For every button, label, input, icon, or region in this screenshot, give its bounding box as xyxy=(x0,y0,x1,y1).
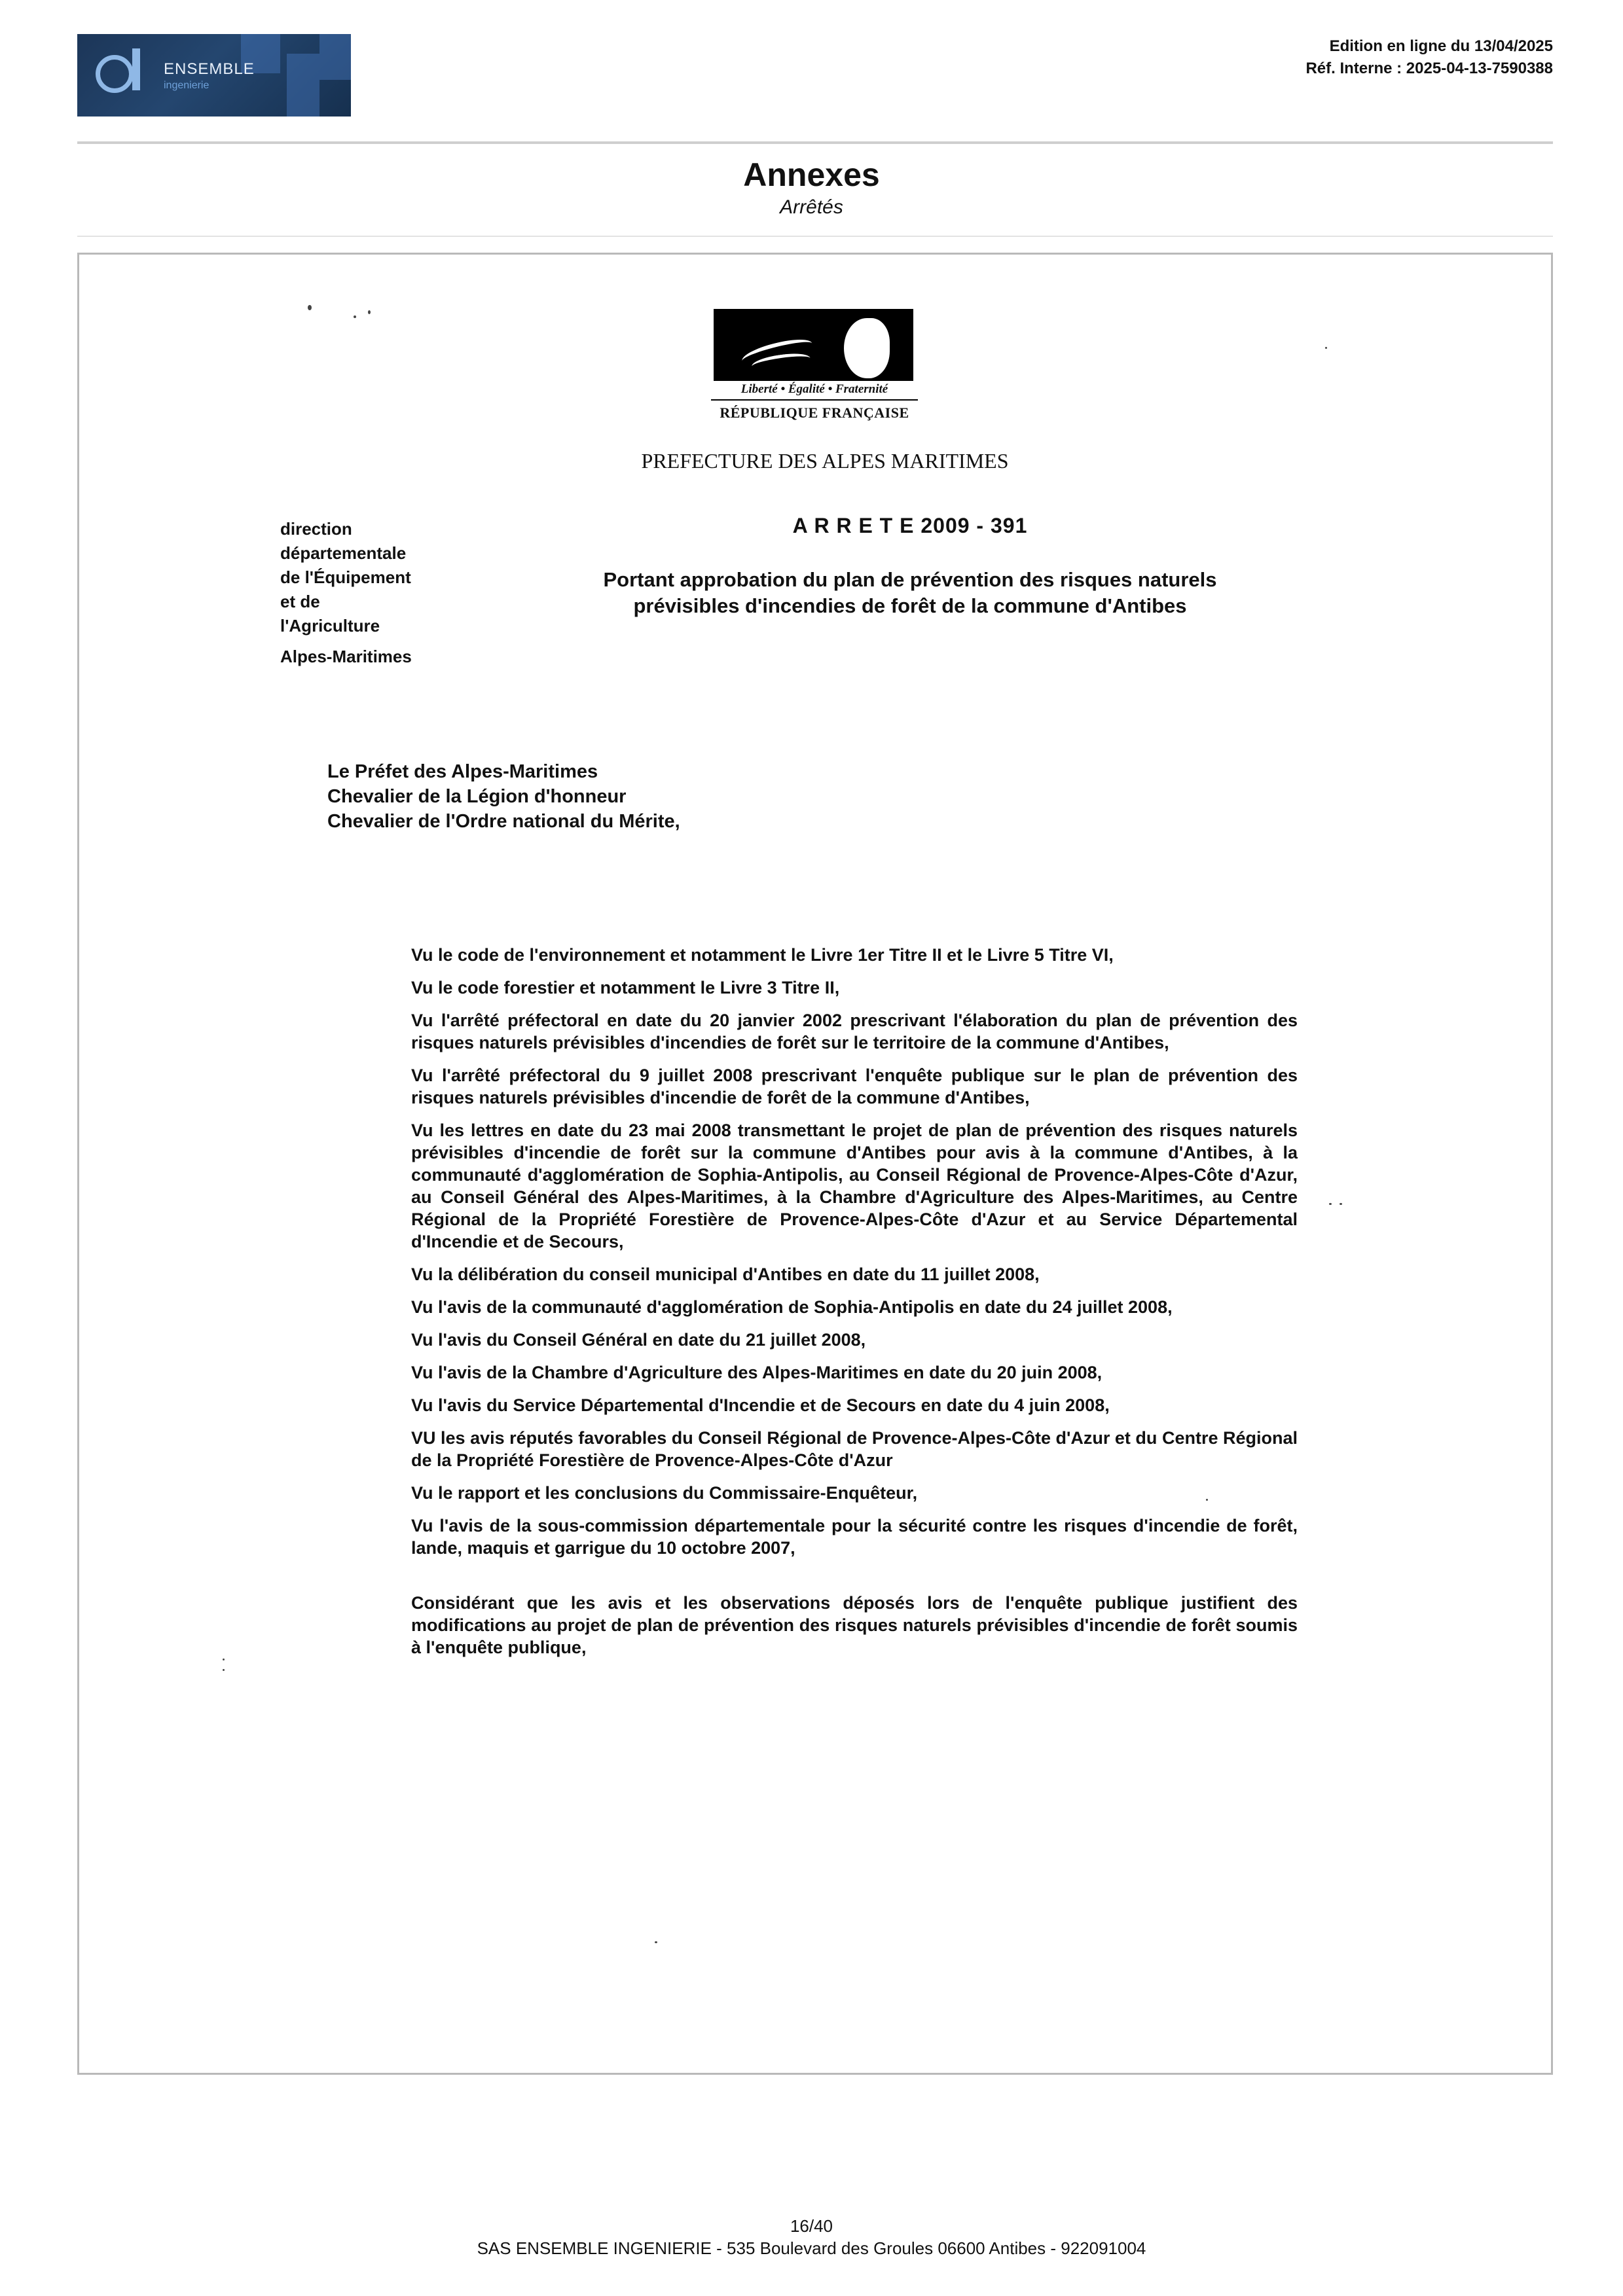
republic-name: RÉPUBLIQUE FRANÇAISE xyxy=(720,404,909,421)
scan-speck xyxy=(223,1659,225,1660)
prefet-line: Chevalier de la Légion d'honneur xyxy=(327,786,627,807)
visa-item: Vu le code de l'environnement et notamment le Livre 1er Titre II et le Livre 5 Titre VI, xyxy=(411,945,1114,965)
scan-speck xyxy=(1325,347,1327,349)
prefet-line: Chevalier de l'Ordre national du Mérite, xyxy=(327,811,680,832)
scan-speck xyxy=(354,315,356,318)
visa-list xyxy=(411,944,1298,1669)
prefecture-heading: PREFECTURE DES ALPES MARITIMES xyxy=(641,449,1009,473)
internal-reference: Réf. Interne : 2025-04-13-7590388 xyxy=(1305,60,1553,77)
marianne-emblem-icon xyxy=(714,309,913,381)
prefet-line: Le Préfet des Alpes-Maritimes xyxy=(327,761,598,782)
arrete-title-line: prévisibles d'incendies de forêt de la commune d'Antibes xyxy=(633,594,1187,617)
header-info xyxy=(1305,35,1553,80)
arrete-title xyxy=(550,567,1270,619)
visa-item: Vu la délibération du conseil municipal d'Antibes en date du 11 juillet 2008, xyxy=(411,1265,1040,1284)
scan-speck xyxy=(655,1941,657,1943)
section-title: Annexes xyxy=(743,156,880,193)
arrete-number: A R R E T E 2009 - 391 xyxy=(792,514,1028,537)
prefet-block xyxy=(327,759,680,834)
edition-date: Edition en ligne du 13/04/2025 xyxy=(1329,37,1553,55)
scan-speck xyxy=(308,305,312,310)
visa-item: Vu l'avis de la Chambre d'Agriculture des Alpes-Maritimes en date du 20 juin 2008, xyxy=(411,1363,1103,1382)
title-divider xyxy=(77,236,1553,237)
considerant-paragraph: Considérant que les avis et les observations déposés lors de l'enquête publique justifient des modifications au projet de plan de prévention des risques naturels prévisibles d'incendie de forêt soumis à l'enquête publique, xyxy=(411,1593,1298,1657)
scan-speck xyxy=(223,1669,225,1671)
arrete-title-line: Portant approbation du plan de prévention des risques naturels xyxy=(603,568,1217,591)
visa-item: Vu l'avis du Conseil Général en date du 21 juillet 2008, xyxy=(411,1330,866,1350)
visa-item: Vu l'arrêté préfectoral en date du 20 janvier 2002 prescrivant l'élaboration du plan de prévention des risques naturels prévisibles d'incendies de forêt sur le territoire de la commune d'Antibes, xyxy=(411,1011,1298,1052)
logo-i-icon xyxy=(132,48,140,90)
scan-speck xyxy=(1340,1203,1342,1205)
company-logo xyxy=(77,34,351,117)
scan-speck xyxy=(368,310,371,314)
visa-item: Vu l'avis du Service Départemental d'Incendie et de Secours en date du 4 juin 2008, xyxy=(411,1395,1110,1415)
visa-item: Vu le code forestier et notamment le Livre 3 Titre II, xyxy=(411,978,840,997)
page-number: 16/40 xyxy=(790,2216,833,2236)
header-divider xyxy=(77,141,1553,144)
scan-speck xyxy=(1329,1203,1332,1205)
department-label: direction départementale de l'Équipement et de l'Agriculture xyxy=(280,519,411,636)
logo-sub: ingenierie xyxy=(164,80,210,91)
visa-item: Vu l'avis de la sous-commission départementale pour la sécurité contre les risques d'incendie de forêt, lande, maquis et garrigue du 10 octobre 2007, xyxy=(411,1516,1298,1558)
visa-item: Vu l'arrêté préfectoral du 9 juillet 2008 prescrivant l'enquête publique sur le plan de prévention des risques naturels prévisibles d'incendie de forêt de la commune d'Antibes, xyxy=(411,1066,1298,1107)
section-subtitle: Arrêtés xyxy=(780,196,843,218)
department-region: Alpes-Maritimes xyxy=(280,647,412,666)
logo-e-icon xyxy=(96,55,134,93)
logo-brand: ENSEMBLE xyxy=(164,60,255,78)
republic-motto: Liberté • Égalité • Fraternité xyxy=(711,382,918,401)
visa-item: Vu l'avis de la communauté d'agglomération de Sophia-Antipolis en date du 24 juillet 2008, xyxy=(411,1297,1173,1317)
visa-item: VU les avis réputés favorables du Conseil Régional de Provence-Alpes-Côte d'Azur et du Centre Régional de la Propriété Forestière de Provence-Alpes-Côte d'Azur xyxy=(411,1428,1298,1470)
company-footer: SAS ENSEMBLE INGENIERIE - 535 Boulevard des Groules 06600 Antibes - 922091004 xyxy=(477,2238,1146,2258)
visa-item: Vu le rapport et les conclusions du Commissaire-Enquêteur, xyxy=(411,1483,918,1503)
visa-item: Vu les lettres en date du 23 mai 2008 transmettant le projet de plan de prévention des risques naturels prévisibles d'incendie de forêt sur la commune d'Antibes pour avis à la commune d'Antibes, à la communauté d'agglomération de Sophia-Antipolis, au Conseil Régional de Provence-Alpes-Côte d'Azur, au Conseil Général des Alpes-Maritimes, à la Chambre d'Agriculture des Alpes-Maritimes, au Centre Régional de la Propriété Forestière de Provence-Alpes-Côte d'Azur et au Service Départemental d'Incendie et de Secours, xyxy=(411,1121,1298,1251)
scan-speck xyxy=(1206,1499,1208,1501)
